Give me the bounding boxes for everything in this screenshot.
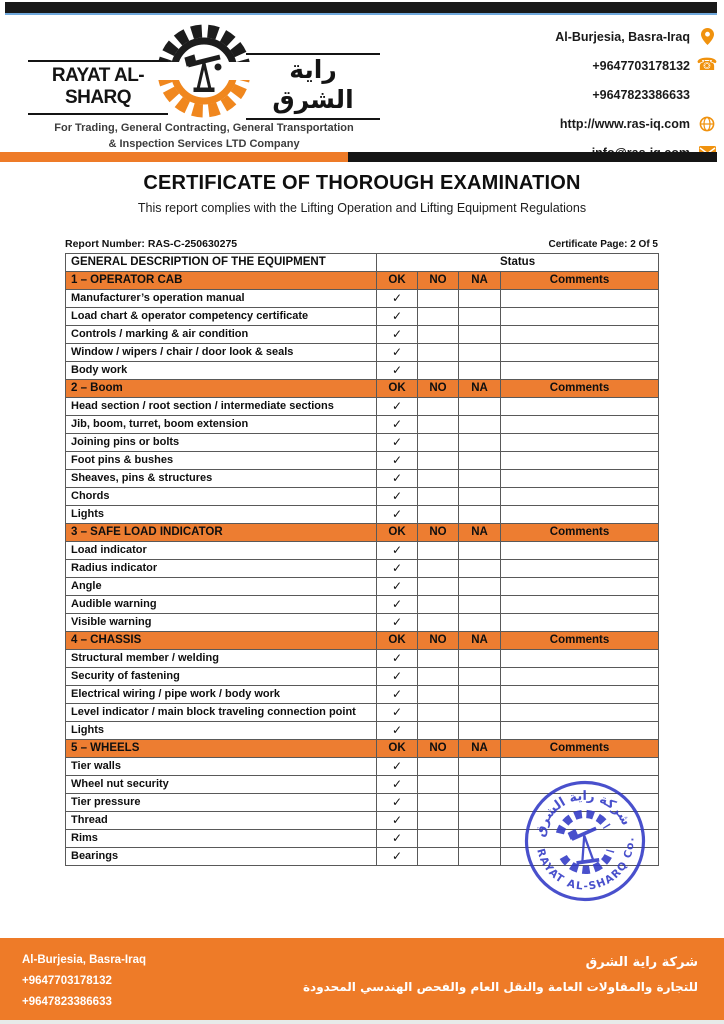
- comments-cell: [501, 506, 659, 524]
- status-no-cell: [418, 542, 459, 560]
- status-ok-cell: ✓: [377, 326, 418, 344]
- report-number: Report Number: RAS-C-250630275: [65, 238, 238, 250]
- checklist-item-row: [66, 416, 659, 434]
- comments-cell: [501, 722, 659, 740]
- checklist-item-row: [66, 668, 659, 686]
- section-column-header: NO: [418, 524, 459, 542]
- status-ok-cell: ✓: [377, 470, 418, 488]
- status-na-cell: [459, 542, 501, 560]
- item-label-cell: Thread: [66, 812, 377, 830]
- footer-contact: [22, 950, 146, 1013]
- inspection-checklist-table: [65, 253, 659, 866]
- certificate-page-label: Certificate Page: 2 Of 5: [548, 239, 658, 250]
- section-header-row: [66, 740, 659, 758]
- status-na-cell: [459, 416, 501, 434]
- section-column-header: NO: [418, 380, 459, 398]
- status-na-cell: [459, 830, 501, 848]
- status-no-cell: [418, 650, 459, 668]
- footer-phone2: +9647823386633: [22, 996, 112, 1008]
- status-na-cell: [459, 488, 501, 506]
- section-column-header: NA: [459, 272, 501, 290]
- bottom-edge-strip: [0, 1020, 724, 1024]
- status-na-cell: [459, 650, 501, 668]
- globe-icon: [698, 116, 716, 132]
- status-na-cell: [459, 812, 501, 830]
- item-label-cell: Level indicator / main block traveling connection point: [66, 704, 377, 722]
- status-ok-cell: ✓: [377, 650, 418, 668]
- section-column-header: NO: [418, 272, 459, 290]
- status-ok-cell: ✓: [377, 668, 418, 686]
- status-no-cell: [418, 776, 459, 794]
- status-no-cell: [418, 290, 459, 308]
- status-na-cell: [459, 668, 501, 686]
- status-na-cell: [459, 452, 501, 470]
- checklist-item-row: [66, 452, 659, 470]
- item-label-cell: Load indicator: [66, 542, 377, 560]
- section-title-cell: 5 – WHEELS: [66, 740, 377, 758]
- separator-black-bar: [348, 152, 717, 162]
- status-no-cell: [418, 578, 459, 596]
- status-ok-cell: ✓: [377, 416, 418, 434]
- checklist-item-row: [66, 362, 659, 380]
- section-column-header: Comments: [501, 740, 659, 758]
- status-ok-cell: ✓: [377, 812, 418, 830]
- checklist-item-row: [66, 488, 659, 506]
- section-header-row: [66, 272, 659, 290]
- status-no-cell: [418, 416, 459, 434]
- comments-cell: [501, 542, 659, 560]
- footer-company-arabic: [303, 950, 698, 999]
- checklist-item-row: [66, 686, 659, 704]
- stamp-arabic-text: شركة راية الشرق: [532, 788, 634, 839]
- checklist-item-row: [66, 614, 659, 632]
- status-ok-cell: ✓: [377, 398, 418, 416]
- comments-cell: [501, 362, 659, 380]
- status-na-cell: [459, 722, 501, 740]
- status-no-cell: [418, 596, 459, 614]
- comments-cell: [501, 560, 659, 578]
- section-column-header: NA: [459, 740, 501, 758]
- checklist-item-row: [66, 308, 659, 326]
- section-title-cell: 2 – Boom: [66, 380, 377, 398]
- status-ok-cell: ✓: [377, 362, 418, 380]
- item-label-cell: Security of fastening: [66, 668, 377, 686]
- item-label-cell: Bearings: [66, 848, 377, 866]
- contact-address-text: Al-Burjesia, Basra-Iraq: [555, 29, 690, 44]
- status-ok-cell: ✓: [377, 506, 418, 524]
- status-no-cell: [418, 830, 459, 848]
- item-label-cell: Sheaves, pins & structures: [66, 470, 377, 488]
- item-label-cell: Joining pins or bolts: [66, 434, 377, 452]
- company-name-en: RAYAT AL-SHARQ: [28, 60, 168, 115]
- status-ok-cell: ✓: [377, 704, 418, 722]
- comments-cell: [501, 614, 659, 632]
- status-na-cell: [459, 704, 501, 722]
- status-na-cell: [459, 848, 501, 866]
- footer-company-name-ar: شركة راية الشرق: [585, 955, 698, 970]
- status-na-cell: [459, 326, 501, 344]
- section-column-header: Comments: [501, 524, 659, 542]
- location-pin-icon: [698, 28, 716, 45]
- status-ok-cell: ✓: [377, 488, 418, 506]
- checklist-item-row: [66, 326, 659, 344]
- section-header-row: [66, 524, 659, 542]
- status-na-cell: [459, 596, 501, 614]
- status-ok-cell: ✓: [377, 290, 418, 308]
- status-na-cell: [459, 614, 501, 632]
- status-no-cell: [418, 398, 459, 416]
- checklist-item-row: [66, 398, 659, 416]
- status-na-cell: [459, 578, 501, 596]
- section-column-header: OK: [377, 524, 418, 542]
- comments-cell: [501, 398, 659, 416]
- status-na-cell: [459, 560, 501, 578]
- separator-orange-bar: [0, 152, 348, 162]
- comments-cell: [501, 290, 659, 308]
- status-ok-cell: ✓: [377, 758, 418, 776]
- status-ok-cell: ✓: [377, 578, 418, 596]
- comments-cell: [501, 344, 659, 362]
- status-no-cell: [418, 452, 459, 470]
- tagline-line1: For Trading, General Contracting, General Transportation: [54, 122, 354, 135]
- section-column-header: OK: [377, 380, 418, 398]
- status-ok-cell: ✓: [377, 308, 418, 326]
- section-column-header: Comments: [501, 632, 659, 650]
- status-no-cell: [418, 362, 459, 380]
- section-header-row: [66, 632, 659, 650]
- status-ok-cell: ✓: [377, 344, 418, 362]
- top-accent-bar: [5, 2, 717, 15]
- section-column-header: NA: [459, 632, 501, 650]
- comments-cell: [501, 704, 659, 722]
- comments-cell: [501, 668, 659, 686]
- status-ok-cell: ✓: [377, 596, 418, 614]
- item-label-cell: Foot pins & bushes: [66, 452, 377, 470]
- checklist-item-row: [66, 434, 659, 452]
- section-column-header: OK: [377, 632, 418, 650]
- status-no-cell: [418, 344, 459, 362]
- status-na-cell: [459, 776, 501, 794]
- status-no-cell: [418, 704, 459, 722]
- status-no-cell: [418, 560, 459, 578]
- item-label-cell: Audible warning: [66, 596, 377, 614]
- section-title-cell: 1 – OPERATOR CAB: [66, 272, 377, 290]
- item-label-cell: Structural member / welding: [66, 650, 377, 668]
- section-column-header: Comments: [501, 380, 659, 398]
- table-header-row: [66, 254, 659, 272]
- company-name-ar: راية الشرق: [246, 53, 380, 120]
- section-column-header: NO: [418, 740, 459, 758]
- contact-phone2-text: +9647823386633: [592, 87, 690, 102]
- checklist-item-row: [66, 344, 659, 362]
- contact-phone2-row: [466, 80, 716, 109]
- comments-cell: [501, 578, 659, 596]
- section-header-row: [66, 380, 659, 398]
- status-no-cell: [418, 686, 459, 704]
- section-title-cell: 4 – CHASSIS: [66, 632, 377, 650]
- status-ok-cell: ✓: [377, 560, 418, 578]
- footer-phone1: +9647703178132: [22, 975, 112, 987]
- stamp-pumpjack-icon: [568, 827, 601, 865]
- checklist-item-row: [66, 290, 659, 308]
- company-stamp: [513, 769, 658, 914]
- company-logo: [28, 19, 380, 152]
- checklist-item-row: [66, 758, 659, 776]
- section-column-header: OK: [377, 272, 418, 290]
- checklist-item-row: [66, 470, 659, 488]
- checklist-item-row: [66, 542, 659, 560]
- description-header-cell: GENERAL DESCRIPTION OF THE EQUIPMENT: [66, 254, 377, 272]
- status-na-cell: [459, 290, 501, 308]
- status-no-cell: [418, 722, 459, 740]
- contact-block: [466, 22, 716, 167]
- item-label-cell: Body work: [66, 362, 377, 380]
- status-no-cell: [418, 614, 459, 632]
- status-no-cell: [418, 668, 459, 686]
- status-header-cell: Status: [377, 254, 659, 272]
- status-na-cell: [459, 398, 501, 416]
- checklist-item-row: [66, 578, 659, 596]
- section-column-header: NA: [459, 524, 501, 542]
- status-ok-cell: ✓: [377, 794, 418, 812]
- checklist-item-row: [66, 722, 659, 740]
- comments-cell: [501, 686, 659, 704]
- status-na-cell: [459, 434, 501, 452]
- page-subtitle: This report complies with the Lifting Operation and Lifting Equipment Regulations: [137, 201, 587, 215]
- status-na-cell: [459, 344, 501, 362]
- item-label-cell: Manufacturer’s operation manual: [66, 290, 377, 308]
- footer-company-desc-ar: للتجارة والمقاولات العامة والنقل العام والفحص الهندسي المحدودة: [302, 980, 698, 994]
- status-na-cell: [459, 686, 501, 704]
- status-no-cell: [418, 758, 459, 776]
- section-column-header: OK: [377, 740, 418, 758]
- status-ok-cell: ✓: [377, 776, 418, 794]
- footer-band: [0, 938, 724, 1020]
- section-column-header: NA: [459, 380, 501, 398]
- section-column-header: Comments: [501, 272, 659, 290]
- checklist-item-row: [66, 596, 659, 614]
- item-label-cell: Radius indicator: [66, 560, 377, 578]
- phone-icon: ☎: [696, 55, 718, 75]
- item-label-cell: Lights: [66, 506, 377, 524]
- item-label-cell: Jib, boom, turret, boom extension: [66, 416, 377, 434]
- item-label-cell: Visible warning: [66, 614, 377, 632]
- status-ok-cell: ✓: [377, 614, 418, 632]
- status-na-cell: [459, 362, 501, 380]
- item-label-cell: Tier pressure: [66, 794, 377, 812]
- comments-cell: [501, 308, 659, 326]
- comments-cell: [501, 416, 659, 434]
- status-no-cell: [418, 794, 459, 812]
- item-label-cell: Window / wipers / chair / door look & seals: [66, 344, 377, 362]
- comments-cell: [501, 452, 659, 470]
- contact-address-row: [466, 22, 716, 51]
- status-ok-cell: ✓: [377, 542, 418, 560]
- status-na-cell: [459, 758, 501, 776]
- status-no-cell: [418, 506, 459, 524]
- footer-address: Al-Burjesia, Basra-Iraq: [22, 954, 146, 966]
- item-label-cell: Head section / root section / intermediate sections: [66, 398, 377, 416]
- checklist-item-row: [66, 560, 659, 578]
- status-no-cell: [418, 470, 459, 488]
- status-ok-cell: ✓: [377, 452, 418, 470]
- item-label-cell: Wheel nut security: [66, 776, 377, 794]
- status-ok-cell: ✓: [377, 686, 418, 704]
- item-label-cell: Lights: [66, 722, 377, 740]
- checklist-item-row: [66, 704, 659, 722]
- status-no-cell: [418, 812, 459, 830]
- status-no-cell: [418, 308, 459, 326]
- checklist-body: [66, 254, 659, 866]
- section-column-header: NO: [418, 632, 459, 650]
- status-na-cell: [459, 506, 501, 524]
- comments-cell: [501, 326, 659, 344]
- company-tagline: [18, 121, 390, 152]
- status-ok-cell: ✓: [377, 848, 418, 866]
- page-title: CERTIFICATE OF THOROUGH EXAMINATION: [143, 172, 581, 194]
- comments-cell: [501, 488, 659, 506]
- section-title-cell: 3 – SAFE LOAD INDICATOR: [66, 524, 377, 542]
- status-na-cell: [459, 308, 501, 326]
- status-ok-cell: ✓: [377, 434, 418, 452]
- comments-cell: [501, 434, 659, 452]
- item-label-cell: Rims: [66, 830, 377, 848]
- report-meta: [65, 238, 658, 250]
- status-ok-cell: ✓: [377, 722, 418, 740]
- contact-phone1-text: +9647703178132: [592, 58, 690, 73]
- status-ok-cell: ✓: [377, 830, 418, 848]
- status-no-cell: [418, 434, 459, 452]
- item-label-cell: Tier walls: [66, 758, 377, 776]
- tagline-line2: & Inspection Services LTD Company: [108, 137, 300, 150]
- stamp-english-text: RAYAT AL-SHARQ Co.: [534, 836, 637, 893]
- comments-cell: [501, 650, 659, 668]
- status-no-cell: [418, 488, 459, 506]
- item-label-cell: Chords: [66, 488, 377, 506]
- contact-phone1-row: [466, 51, 716, 80]
- contact-website-text[interactable]: http://www.ras-iq.com: [559, 116, 690, 131]
- status-na-cell: [459, 794, 501, 812]
- comments-cell: [501, 596, 659, 614]
- status-no-cell: [418, 326, 459, 344]
- contact-website-row: [466, 109, 716, 138]
- stamp-gear-icon: [558, 811, 613, 873]
- item-label-cell: Load chart & operator competency certificate: [66, 308, 377, 326]
- item-label-cell: Controls / marking & air condition: [66, 326, 377, 344]
- checklist-item-row: [66, 650, 659, 668]
- checklist-item-row: [66, 506, 659, 524]
- item-label-cell: Angle: [66, 578, 377, 596]
- item-label-cell: Electrical wiring / pipe work / body work: [66, 686, 377, 704]
- stamp-seal-icon: [513, 769, 658, 914]
- comments-cell: [501, 470, 659, 488]
- status-no-cell: [418, 848, 459, 866]
- status-na-cell: [459, 470, 501, 488]
